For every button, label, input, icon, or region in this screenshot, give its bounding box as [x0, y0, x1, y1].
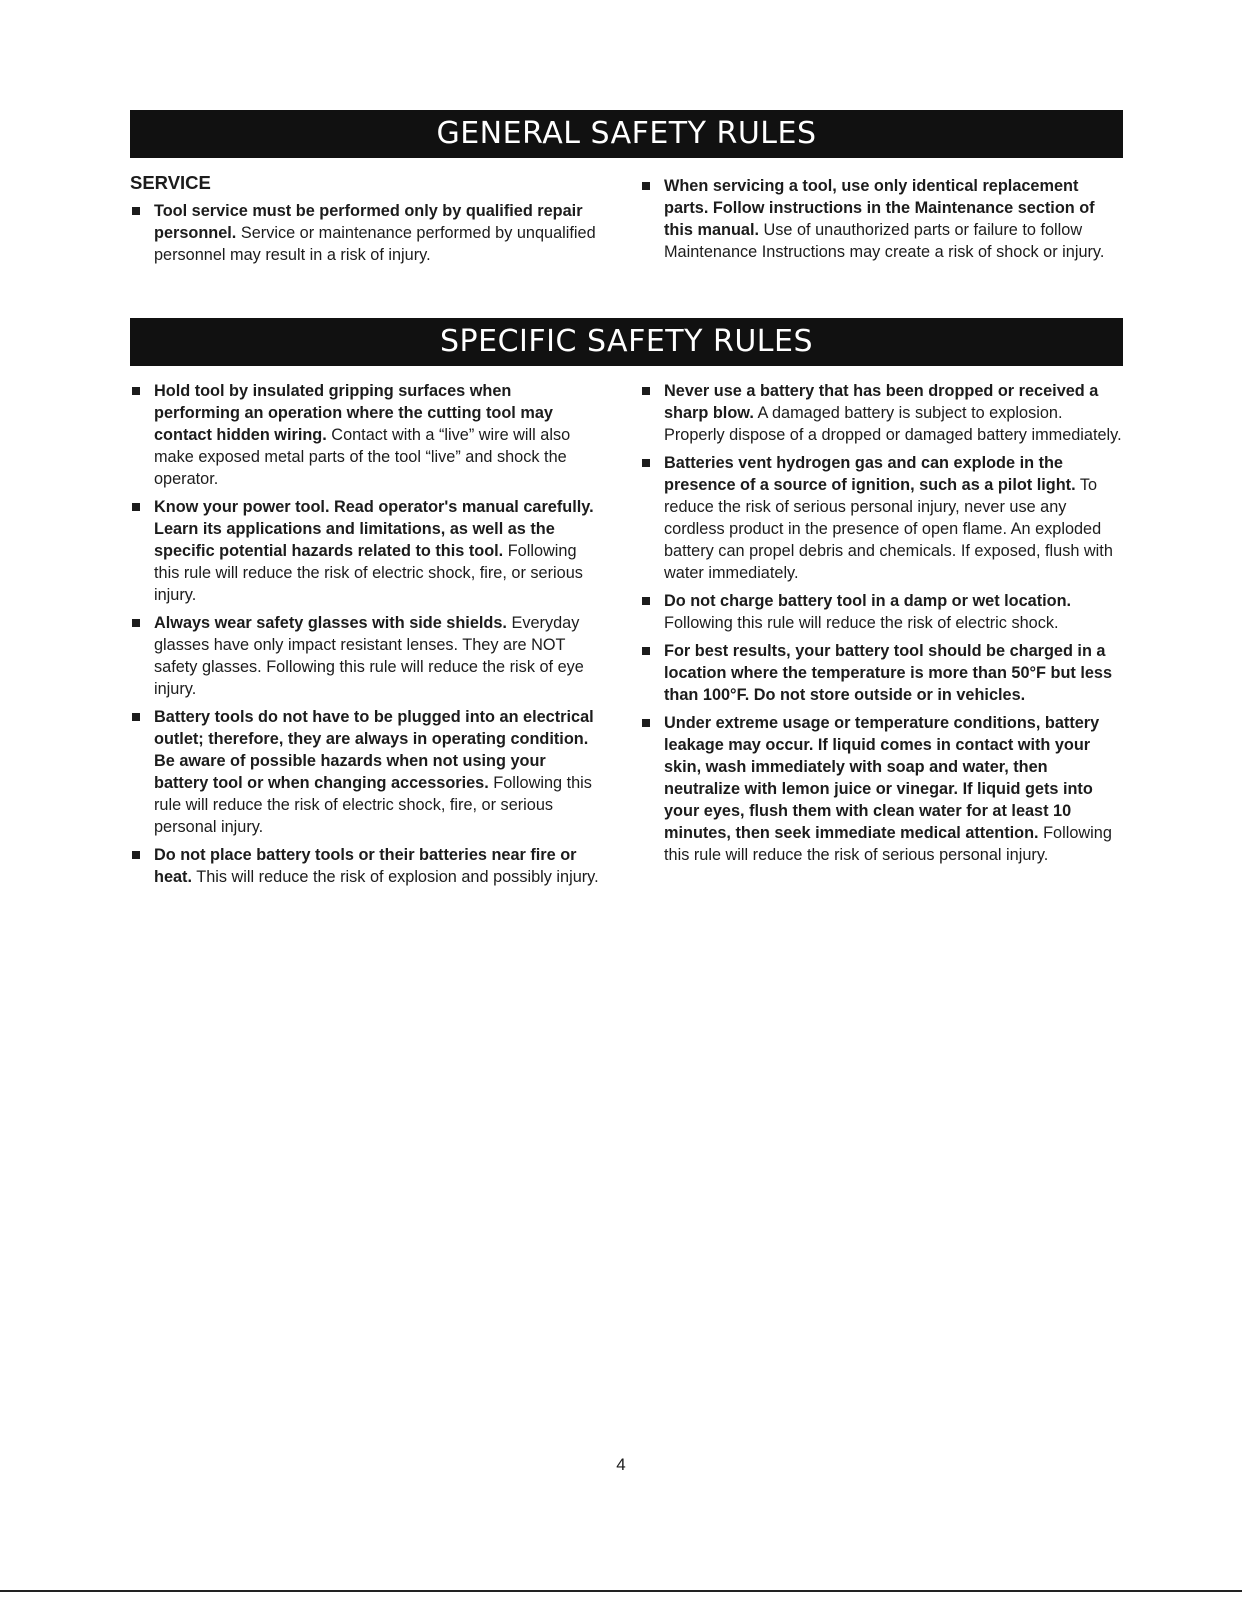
rule-lead: When servicing a tool, use only identical replacement parts. Follow instructions in the Maintenance section of this manual. — [664, 177, 1095, 239]
square-bullet-icon — [132, 207, 140, 215]
square-bullet-icon — [132, 387, 140, 395]
rule-text: A damaged battery is subject to explosion. Properly dispose of a dropped or damaged battery immediately. — [664, 404, 1122, 444]
list-item — [640, 590, 1124, 634]
general-safety-rules-banner: GENERAL SAFETY RULES — [130, 110, 1123, 158]
list-item — [130, 844, 600, 888]
rule-lead: Tool service must be performed only by qualified repair personnel. — [154, 202, 583, 242]
specific-safety-rules-banner: SPECIFIC SAFETY RULES — [130, 318, 1123, 366]
square-bullet-icon — [642, 719, 650, 727]
list-item — [130, 496, 600, 606]
list-item — [130, 200, 600, 266]
rule-text: Service or maintenance performed by unqualified personnel may result in a risk of injury. — [154, 224, 596, 264]
list-item — [640, 640, 1124, 706]
rule-lead: Batteries vent hydrogen gas and can explode in the presence of a source of ignition, such as a pilot light. — [664, 454, 1076, 494]
rule-lead: Do not place battery tools or their batteries near fire or heat. — [154, 846, 577, 886]
square-bullet-icon — [642, 387, 650, 395]
rule-text: Contact with a “live” wire will also make exposed metal parts of the tool “live” and shock the operator. — [154, 426, 571, 488]
square-bullet-icon — [132, 713, 140, 721]
rule-lead: Battery tools do not have to be plugged into an electrical outlet; therefore, they are always in operating condition. Be aware of possible hazards when not using your battery tool or when changing accessories. — [154, 708, 594, 792]
rule-lead: Never use a battery that has been dropped or received a sharp blow. — [664, 382, 1099, 422]
square-bullet-icon — [132, 619, 140, 627]
rule-lead: Hold tool by insulated gripping surfaces when performing an operation where the cutting tool may contact hidden wiring. — [154, 382, 553, 444]
list-item — [640, 175, 1124, 263]
square-bullet-icon — [132, 851, 140, 859]
square-bullet-icon — [642, 182, 650, 190]
square-bullet-icon — [642, 459, 650, 467]
rule-text: Everyday glasses have only impact resistant lenses. They are NOT safety glasses. Following this rule will reduce the risk of eye injury. — [154, 614, 584, 698]
service-heading: SERVICE — [130, 172, 211, 193]
rule-lead: For best results, your battery tool should be charged in a location where the temperature is more than 50°F but less than 100°F. Do not store outside or in vehicles. — [664, 642, 1113, 704]
list-item — [130, 380, 600, 490]
list-item — [640, 380, 1124, 446]
list-item — [640, 712, 1124, 866]
rule-text: Use of unauthorized parts or failure to follow Maintenance Instructions may create a risk of shock or injury. — [664, 221, 1105, 261]
rule-lead: Under extreme usage or temperature conditions, battery leakage may occur. If liquid comes in contact with your skin, wash immediately with soap and water, then neutralize with lemon juice or vinegar. If liquid gets into your eyes, flush them with clean water for at least 10 minutes, then seek immediate medical attention. — [664, 714, 1100, 842]
rule-text: To reduce the risk of serious personal injury, never use any cordless product in the presence of open flame. An exploded battery can propel debris and chemicals. If exposed, flush with water immediately. — [664, 476, 1113, 582]
page-number: 4 — [616, 1455, 626, 1474]
rule-lead: Know your power tool. Read operator's manual carefully. Learn its applications and limitations, as well as the specific potential hazards related to this tool. — [154, 498, 594, 560]
rule-text: Following this rule will reduce the risk of electric shock, fire, or serious injury. — [154, 542, 583, 604]
service-section — [130, 172, 600, 272]
service-section-right — [640, 175, 1124, 269]
rule-text: Following this rule will reduce the risk of electric shock. — [664, 614, 1059, 632]
specific-rules-right-column — [640, 380, 1124, 872]
list-item — [130, 612, 600, 700]
specific-rules-left-column — [130, 380, 600, 894]
rule-text: Following this rule will reduce the risk of electric shock, fire, or serious personal injury. — [154, 774, 592, 836]
rule-text: Following this rule will reduce the risk of serious personal injury. — [664, 824, 1112, 864]
rule-lead: Always wear safety glasses with side shields. — [154, 614, 507, 632]
list-item — [640, 452, 1124, 584]
list-item — [130, 706, 600, 838]
square-bullet-icon — [642, 647, 650, 655]
bottom-divider — [0, 1590, 1242, 1592]
rule-lead: Do not charge battery tool in a damp or wet location. — [664, 592, 1072, 610]
square-bullet-icon — [132, 503, 140, 511]
square-bullet-icon — [642, 597, 650, 605]
rule-text: This will reduce the risk of explosion and possibly injury. — [192, 868, 599, 886]
